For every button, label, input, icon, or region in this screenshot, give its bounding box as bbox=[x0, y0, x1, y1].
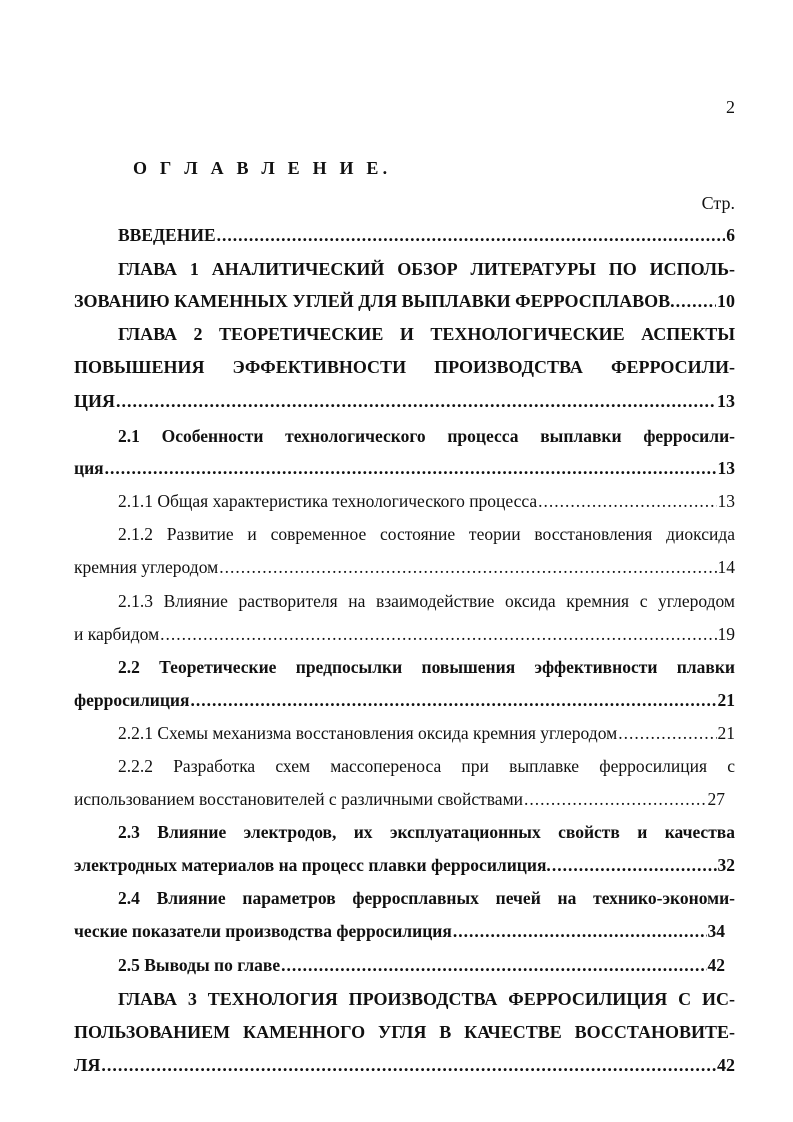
toc-entry-2-1-3-line-2[interactable]: и карбидом ..... 19 bbox=[74, 622, 735, 646]
toc-entry-2-2-line-2[interactable]: ферросилиция ..... 21 bbox=[74, 688, 735, 712]
toc-entry-2-1-2-line-1[interactable]: 2.1.2 Развитие и современное состояние теории восстановления диоксида bbox=[118, 524, 735, 544]
toc-entry-chapter-1-line-2[interactable]: ЗОВАНИЮ КАМЕННЫХ УГЛЕЙ ДЛЯ ВЫПЛАВКИ ФЕРРОСПЛАВОВ. ..... 10 bbox=[74, 289, 735, 313]
toc-entry-chapter-3-line-2[interactable]: ПОЛЬЗОВАНИЕМ КАМЕННОГО УГЛЯ В КАЧЕСТВЕ ВОССТАНОВИТЕ- bbox=[74, 1022, 735, 1042]
page-number: 2 bbox=[726, 97, 735, 117]
toc-entry-chapter-3-line-3[interactable]: ЛЯ ..... 42 bbox=[74, 1053, 735, 1077]
toc-entry-2-2-2-line-2[interactable]: использованием восстановителей с различными свойствами ..... 27 bbox=[74, 787, 725, 811]
toc-entry-2-2-2-line-1[interactable]: 2.2.2 Разработка схем массопереноса при выплавке ферросилиция с bbox=[118, 756, 735, 776]
toc-entry-2-1-line-2[interactable]: ция ..... 13 bbox=[74, 456, 735, 480]
toc-entry-2-1-2-line-2[interactable]: кремния углеродом ..... 14 bbox=[74, 555, 735, 579]
toc-entry-2-1-3-line-1[interactable]: 2.1.3 Влияние растворителя на взаимодействие оксида кремния с углеродом bbox=[118, 591, 735, 611]
toc-entry-2-5[interactable]: 2.5 Выводы по главе ..... 42 bbox=[118, 953, 725, 977]
toc-title: О Г Л А В Л Е Н И Е. bbox=[133, 158, 392, 178]
toc-entry-chapter-2-line-3[interactable]: ЦИЯ ..... 13 bbox=[74, 389, 735, 413]
toc-entry-2-3-line-2[interactable]: электродных материалов на процесс плавки ферросилиция. ..... 32 bbox=[74, 853, 735, 877]
toc-entry-2-2-line-1[interactable]: 2.2 Теоретические предпосылки повышения эффективности плавки bbox=[118, 657, 735, 677]
toc-entry-2-4-line-1[interactable]: 2.4 Влияние параметров ферросплавных печей на технико-экономи- bbox=[118, 888, 735, 908]
toc-entry-chapter-2-line-1[interactable]: ГЛАВА 2 ТЕОРЕТИЧЕСКИЕ И ТЕХНОЛОГИЧЕСКИЕ АСПЕКТЫ bbox=[118, 324, 735, 344]
toc-entry-2-3-line-1[interactable]: 2.3 Влияние электродов, их эксплуатационных свойств и качества bbox=[118, 822, 735, 842]
toc-entry-chapter-3-line-1[interactable]: ГЛАВА 3 ТЕХНОЛОГИЯ ПРОИЗВОДСТВА ФЕРРОСИЛИЦИЯ С ИС- bbox=[118, 989, 735, 1009]
toc-entry-intro[interactable]: ВВЕДЕНИЕ ..... 6 bbox=[118, 223, 735, 247]
toc-entry-chapter-2-line-2[interactable]: ПОВЫШЕНИЯ ЭФФЕКТИВНОСТИ ПРОИЗВОДСТВА ФЕРРОСИЛИ- bbox=[74, 357, 735, 377]
page-column-label: Стр. bbox=[701, 193, 735, 213]
toc-entry-chapter-1-line-1[interactable]: ГЛАВА 1 АНАЛИТИЧЕСКИЙ ОБЗОР ЛИТЕРАТУРЫ ПО ИСПОЛЬ- bbox=[118, 259, 735, 279]
toc-entry-2-1-1[interactable]: 2.1.1 Общая характеристика технологического процесса ..... 13 bbox=[118, 489, 735, 513]
toc-entry-2-1-line-1[interactable]: 2.1 Особенности технологического процесса выплавки ферросили- bbox=[118, 426, 735, 446]
toc-entry-2-2-1[interactable]: 2.2.1 Схемы механизма восстановления оксида кремния углеродом ..... 21 bbox=[118, 721, 735, 745]
toc-entry-2-4-line-2[interactable]: ческие показатели производства ферросилиция ..... 34 bbox=[74, 919, 725, 943]
